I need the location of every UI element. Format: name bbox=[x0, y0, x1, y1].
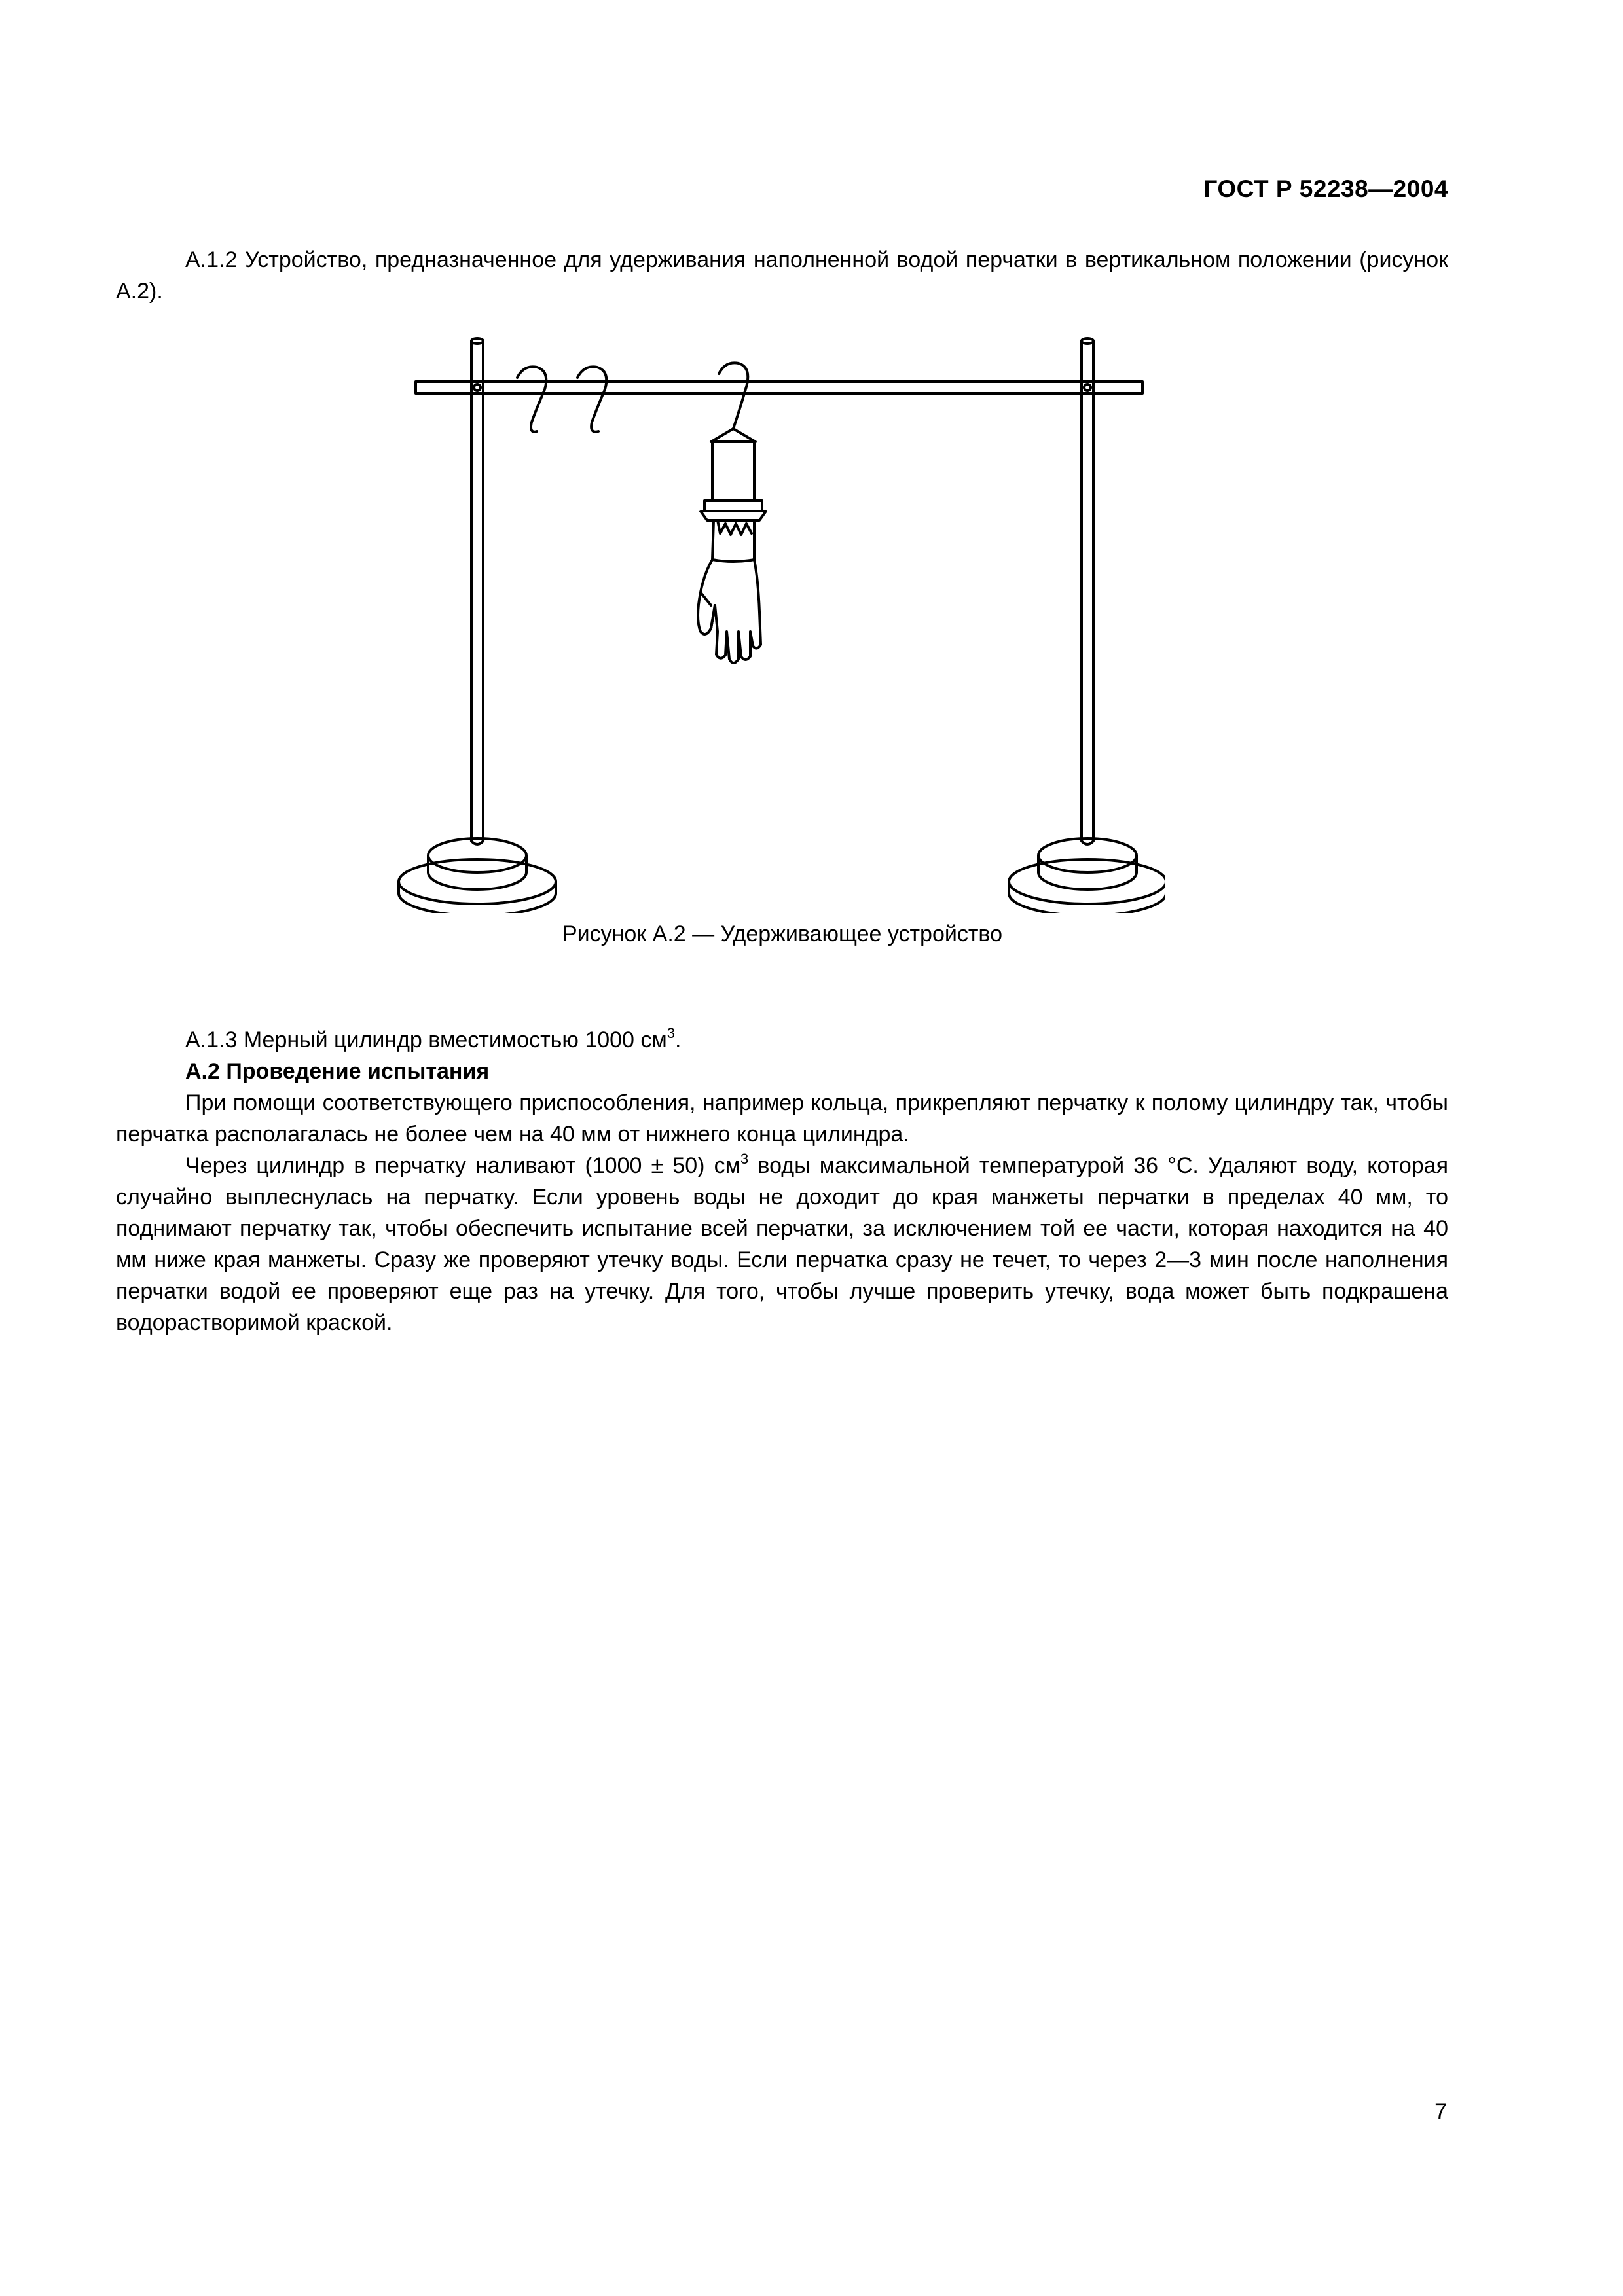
section-a2-paragraph-2: Через цилиндр в перчатку наливают (1000 ± 50) $см^3$ воды максимальной температурой 36 °С. Удаляют воду, которая случайно выплеснулась на перчатку. Если уровень воды не доходит до края манжеты перчатки в пределах 40 мм, то поднимают перчатку так, чтобы обеспечить испытание всей перчатки, за исключением той ее части, которая находится на 40 мм ниже края манжеты. Сразу же проверяют утечку воды. Если перчатка сразу не течет, то через 2—3 мин после наполнения перчатки водой ее проверяют еще раз на утечку. Для того, чтобы лучше проверить утечку, вода может быть подкрашена водорастворимой краской. bbox=[116, 1151, 1448, 1335]
glove-cylinder bbox=[701, 442, 766, 520]
section-a13 bbox=[116, 1024, 1448, 1056]
crossbar bbox=[416, 382, 1142, 393]
figure-caption: Рисунок А.2 — Удерживающее устройство bbox=[562, 922, 1003, 946]
section-a12-text: А.1.2 Устройство, предназначенное для удерживания наполненной водой перчатки в вертикальном положении (рисунок А.2). bbox=[116, 247, 1448, 304]
cylinder-hook bbox=[711, 363, 756, 442]
section-a2-heading: А.2 Проведение испытания bbox=[185, 1059, 490, 1084]
empty-hooks bbox=[517, 367, 606, 431]
glove bbox=[698, 520, 761, 663]
document-header-id: ГОСТ Р 52238—2004 bbox=[1203, 175, 1448, 202]
section-a13-text: А.1.3 Мерный цилиндр вместимостью 1000 $см^3$. bbox=[185, 1025, 682, 1052]
right-stand bbox=[1009, 338, 1165, 913]
section-a2 bbox=[116, 1056, 1448, 1338]
page-number: 7 bbox=[1434, 2099, 1447, 2124]
holding-device-figure bbox=[393, 324, 1165, 913]
section-a2-paragraph-1: При помощи соответствующего приспособления, например кольца, прикрепляют перчатку к полому цилиндру так, чтобы перчатка располагалась не более чем на 40 мм от нижнего конца цилиндра. bbox=[116, 1090, 1448, 1147]
section-a12 bbox=[116, 244, 1448, 307]
